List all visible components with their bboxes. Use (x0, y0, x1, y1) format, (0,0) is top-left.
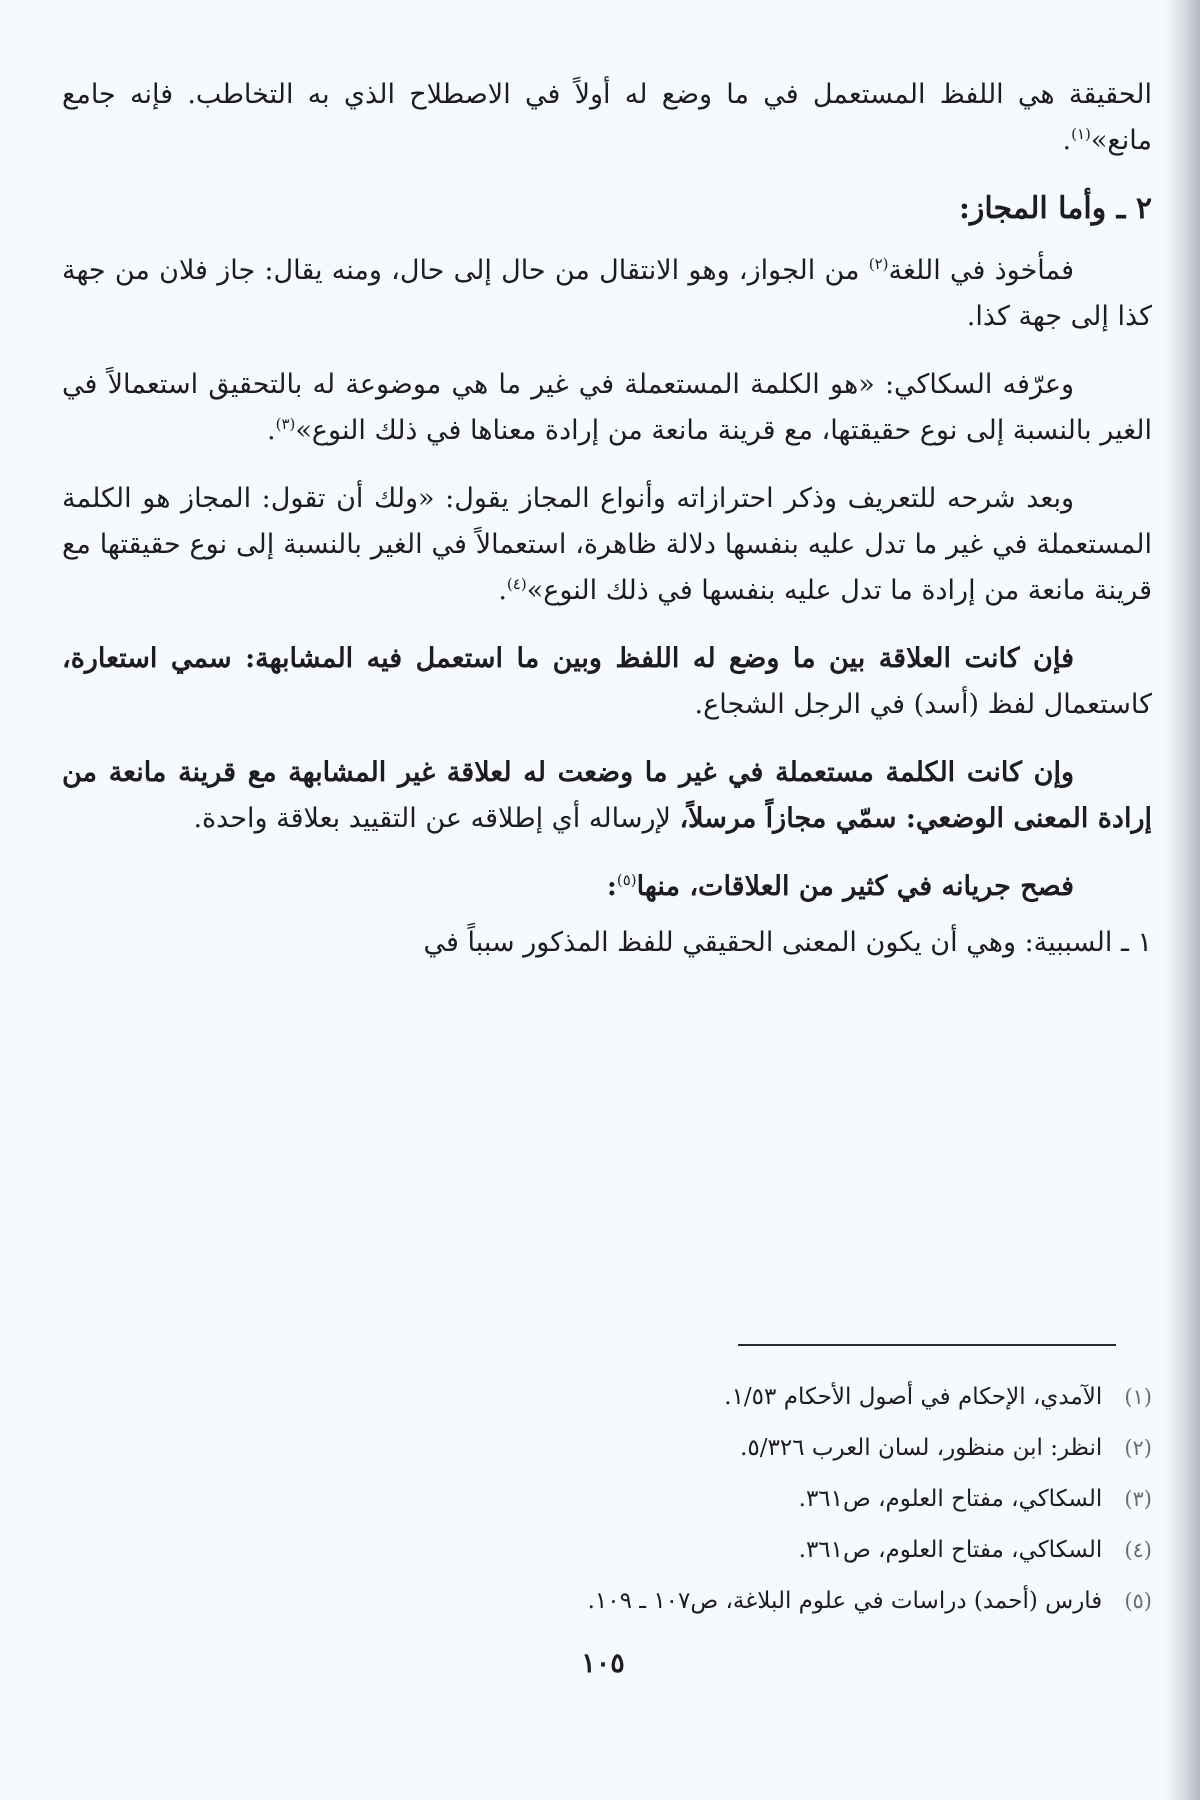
paragraph-tail: . (498, 575, 507, 606)
paragraph-relations-intro (62, 864, 1152, 910)
footnote-ref-2[interactable]: (٢) (868, 255, 889, 273)
paragraph-tail: . (267, 415, 276, 446)
paragraph-istiara (62, 636, 1152, 728)
footnote-item (152, 1474, 1152, 1525)
footnote-ref-3[interactable]: (٣) (275, 415, 296, 433)
paragraph-text: وعرّفه السكاكي: «هو الكلمة المستعملة في غير ما هي موضوعة له بالتحقيق استعمالاً في الغير بالنسبة إلى نوع حقيقتها، مع قرينة مانعة من إرادة معناها في ذلك النوع» (62, 369, 1152, 446)
page-number: ١٠٥ (581, 1648, 625, 1679)
footnote-number: (٥) (1124, 1589, 1152, 1613)
footnote-number: (٢) (1124, 1436, 1152, 1460)
page-edge-shadow (1164, 0, 1200, 1800)
section-heading-majaz: ٢ ـ وأما المجاز: (958, 191, 1152, 226)
footnotes-list (152, 1372, 1152, 1627)
paragraph-text: وبعد شرحه للتعريف وذكر احترازاته وأنواع المجاز يقول: «ولك أن تقول: المجاز هو الكلمة المستعملة في غير ما تدل عليه بنفسها دلالة ظاهرة، استعمالاً في الغير بالنسبة إلى نوع حقيقتها مع قرينة مانعة من إرادة ما تدل عليه بنفسها في ذلك النوع» (62, 483, 1152, 606)
list-item-sababiyya: ١ ـ السببية: وهي أن يكون المعنى الحقيقي للفظ المذكور سبباً في (423, 927, 1152, 958)
footnote-divider (738, 1344, 1116, 1346)
paragraph-text: لإرساله أي إطلاقه عن التقييد بعلاقة واحدة. (193, 803, 680, 834)
paragraph-sakkaki-definition (62, 362, 1152, 454)
paragraph-text: كاستعمال لفظ (أسد) في الرجل الشجاع. (694, 689, 1152, 720)
paragraph-majaz-mursal (62, 750, 1152, 842)
paragraph-sakkaki-explanation (62, 476, 1152, 614)
page-body (62, 72, 1152, 988)
footnote-item (152, 1372, 1152, 1423)
footnote-ref-1[interactable]: (١) (1071, 125, 1091, 143)
footnote-text: انظر: ابن منظور، لسان العرب ٥/٣٢٦. (740, 1435, 1103, 1461)
footnote-item (152, 1576, 1152, 1627)
paragraph-text: من الجواز، وهو الانتقال من حال إلى حال، ومنه يقال: جاز فلان من جهة كذا إلى جهة كذا. (62, 255, 1152, 332)
paragraph-text: الحقيقة هي اللفظ المستعمل في ما وضع له أولاً في الاصطلاح الذي به التخاطب. فإنه جامع مانع» (62, 79, 1152, 156)
footnote-item (152, 1423, 1152, 1474)
footnote-item (152, 1525, 1152, 1576)
bold-definition: فصح جريانه في كثير من العلاقات، منها (636, 871, 1074, 902)
paragraph-text: فمأخوذ في اللغة (888, 255, 1074, 286)
footnote-text: السكاكي، مفتاح العلوم، ص٣٦١. (798, 1486, 1103, 1512)
footnote-text: فارس (أحمد) دراسات في علوم البلاغة، ص١٠٧ ـ ١٠٩. (587, 1588, 1103, 1614)
bold-definition: وإن كانت الكلمة مستعملة في غير ما وضعت له لعلاقة غير المشابهة مع قرينة مانعة من إرادة المعنى الوضعي: سمّي مجازاً مرسلاً، (62, 757, 1152, 834)
paragraph-tail: : (606, 871, 617, 902)
paragraph-majaz-lugha (62, 248, 1152, 340)
footnote-number: (٣) (1124, 1487, 1152, 1511)
footnote-text: السكاكي، مفتاح العلوم، ص٣٦١. (798, 1537, 1103, 1563)
bold-definition: فإن كانت العلاقة بين ما وضع له اللفظ وبين ما استعمل فيه المشابهة: سمي استعارة، (62, 643, 1074, 674)
footnote-number: (٤) (1124, 1538, 1152, 1562)
footnote-number: (١) (1124, 1385, 1152, 1409)
footnote-text: الآمدي، الإحكام في أصول الأحكام ١/٥٣. (724, 1384, 1103, 1410)
footnote-ref-4[interactable]: (٤) (506, 575, 527, 593)
footnote-ref-5[interactable]: (٥) (616, 871, 637, 889)
paragraph-tail: . (1062, 125, 1072, 156)
paragraph-haqiqa-definition (62, 72, 1152, 164)
